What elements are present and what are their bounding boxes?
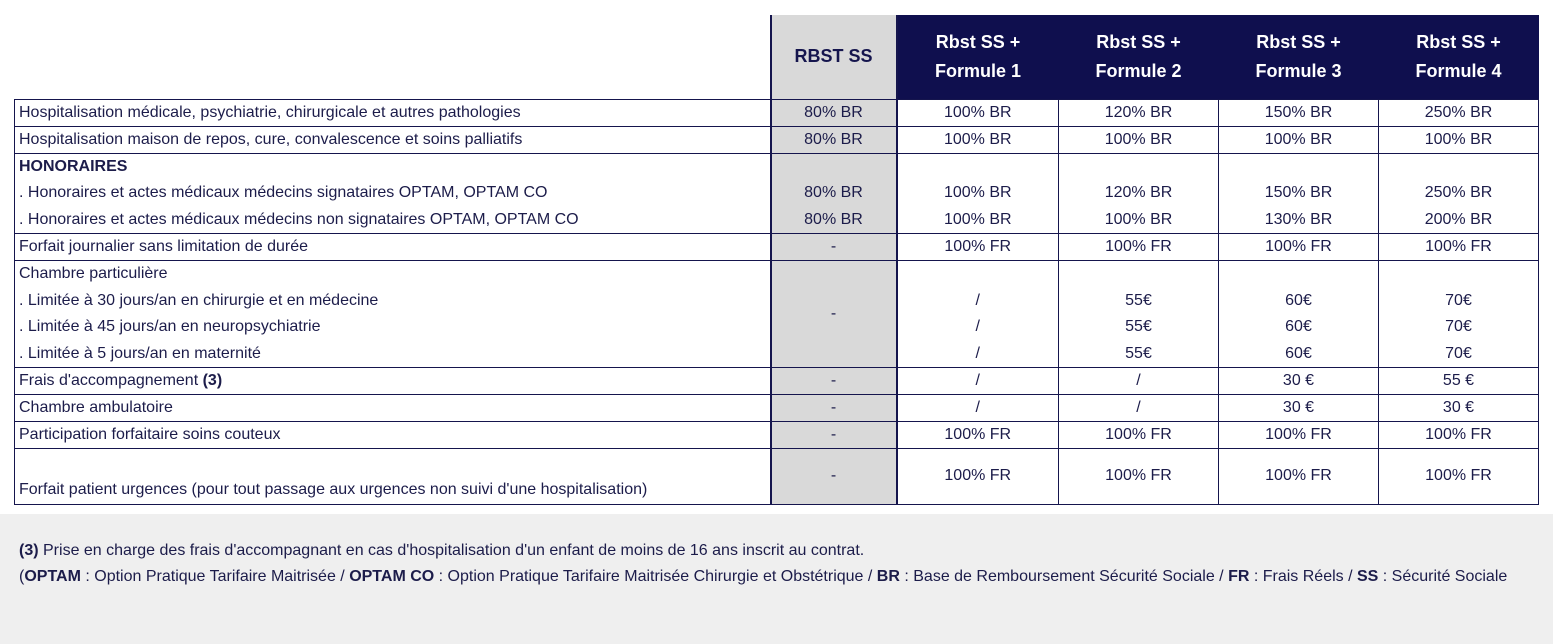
cell-f1: 100% BR: [897, 99, 1059, 126]
footnote-ref: (3): [202, 372, 223, 389]
table-row: [15, 153, 1539, 234]
table-row: [15, 234, 1539, 261]
cell-ss: 80% BR: [771, 126, 897, 153]
row-label: Chambre particulière . Limitée à 30 jours/an en chirurgie et en médecine . Limitée à 45 jours/an en neuropsychiatrie . Limitée à 5 jours/an en maternité: [15, 261, 771, 368]
cell-f4: 100% FR: [1379, 449, 1539, 505]
cell-ss: -: [771, 261, 897, 368]
cell-ss: -: [771, 234, 897, 261]
cell-f3: 150% BR: [1219, 99, 1379, 126]
cell-f2: 55€ 55€ 55€: [1059, 261, 1219, 368]
cell-f4: 250% BR 200% BR: [1379, 153, 1539, 234]
cell-f2: /: [1059, 368, 1219, 395]
section-title-honoraires: HONORAIRES: [19, 157, 128, 175]
col-header-formule-4: Rbst SS + Formule 4: [1379, 15, 1539, 99]
cell-ss: -: [771, 449, 897, 505]
cell-f4: 100% BR: [1379, 126, 1539, 153]
cell-f2: 100% FR: [1059, 449, 1219, 505]
col-header-formule-1: Rbst SS + Formule 1: [897, 15, 1059, 99]
cell-f4: 70€ 70€ 70€: [1379, 261, 1539, 368]
col-header-formule-2: Rbst SS + Formule 2: [1059, 15, 1219, 99]
cell-f1: 100% FR: [897, 234, 1059, 261]
cell-f4: 55 €: [1379, 368, 1539, 395]
cell-f3: 100% FR: [1219, 422, 1379, 449]
cell-f2: 120% BR 100% BR: [1059, 153, 1219, 234]
cell-f1: 100% BR 100% BR: [897, 153, 1059, 234]
abbreviations-legend: (OPTAM : Option Pratique Tarifaire Maitrisée / OPTAM CO : Option Pratique Tarifaire Maitrisée Chirurgie et Obstétrique / BR : Base de Remboursement Sécurité Sociale / FR : Frais Réels / SS : Sécurité Sociale: [19, 568, 1508, 585]
row-label: HONORAIRES . Honoraires et actes médicaux médecins signataires OPTAM, OPTAM CO . Honoraires et actes médicaux médecins non signataires OPTAM, OPTAM CO: [15, 153, 771, 234]
cell-f3: 100% BR: [1219, 126, 1379, 153]
cell-f4: 100% FR: [1379, 234, 1539, 261]
cell-f3: 100% FR: [1219, 449, 1379, 505]
cell-f2: /: [1059, 395, 1219, 422]
table-row: [15, 126, 1539, 153]
footnote-3: (3) Prise en charge des frais d'accompagnant en cas d'hospitalisation d'un enfant de moins de 16 ans inscrit au contrat.: [19, 542, 865, 559]
footnotes-panel: [0, 514, 1553, 644]
row-label: Hospitalisation maison de repos, cure, convalescence et soins palliatifs: [15, 126, 771, 153]
coverage-table: [14, 15, 1539, 505]
cell-f1: 100% FR: [897, 449, 1059, 505]
table-row: [15, 422, 1539, 449]
cell-ss: 80% BR 80% BR: [771, 153, 897, 234]
table-row: [15, 368, 1539, 395]
cell-ss: 80% BR: [771, 99, 897, 126]
cell-f1: / / /: [897, 261, 1059, 368]
row-label: Chambre ambulatoire: [15, 395, 771, 422]
table-row: [15, 449, 1539, 505]
cell-f1: 100% BR: [897, 126, 1059, 153]
table-row: [15, 99, 1539, 126]
section-title-chambre: Chambre particulière: [19, 265, 168, 282]
row-label: Participation forfaitaire soins couteux: [15, 422, 771, 449]
cell-f4: 100% FR: [1379, 422, 1539, 449]
cell-f3: 150% BR 130% BR: [1219, 153, 1379, 234]
table-row: [15, 261, 1539, 368]
cell-f4: 250% BR: [1379, 99, 1539, 126]
cell-f3: 100% FR: [1219, 234, 1379, 261]
cell-f1: /: [897, 368, 1059, 395]
cell-ss: -: [771, 395, 897, 422]
cell-f2: 100% BR: [1059, 126, 1219, 153]
cell-f1: 100% FR: [897, 422, 1059, 449]
cell-ss: -: [771, 368, 897, 395]
table-row: [15, 395, 1539, 422]
row-label: Hospitalisation médicale, psychiatrie, chirurgicale et autres pathologies: [15, 99, 771, 126]
cell-ss: -: [771, 422, 897, 449]
row-label: Forfait journalier sans limitation de durée: [15, 234, 771, 261]
cell-f3: 60€ 60€ 60€: [1219, 261, 1379, 368]
header-row: [15, 15, 1539, 99]
cell-f3: 30 €: [1219, 368, 1379, 395]
cell-f3: 30 €: [1219, 395, 1379, 422]
col-header-rbst-ss: RBST SS: [771, 15, 897, 99]
cell-f2: 100% FR: [1059, 422, 1219, 449]
row-label: Frais d'accompagnement (3): [15, 368, 771, 395]
cell-f2: 120% BR: [1059, 99, 1219, 126]
row-label: Forfait patient urgences (pour tout passage aux urgences non suivi d'une hospitalisation): [15, 449, 771, 505]
cell-f2: 100% FR: [1059, 234, 1219, 261]
col-header-formule-3: Rbst SS + Formule 3: [1219, 15, 1379, 99]
cell-f4: 30 €: [1379, 395, 1539, 422]
cell-f1: /: [897, 395, 1059, 422]
